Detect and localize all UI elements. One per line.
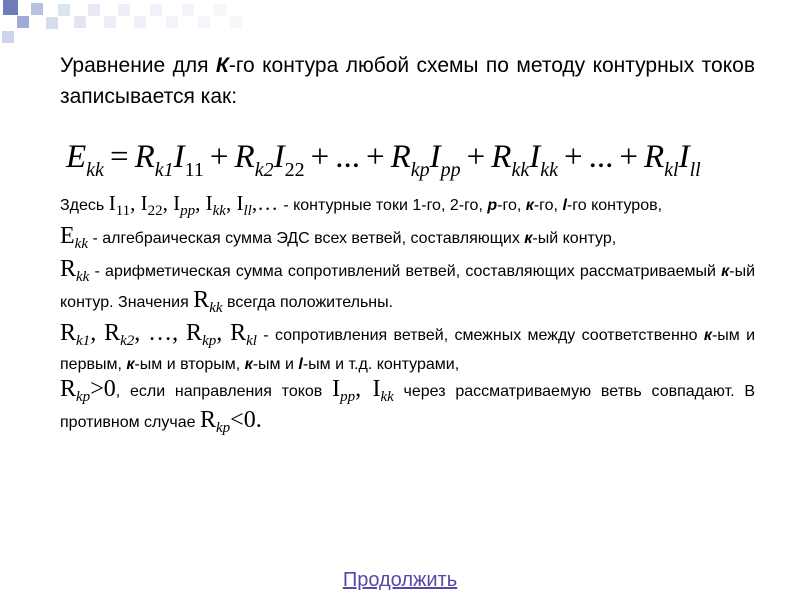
formula-dots: ... bbox=[588, 139, 614, 175]
deco-square bbox=[3, 0, 18, 15]
deco-square bbox=[198, 16, 210, 28]
deco-square bbox=[134, 16, 146, 28]
deco-square bbox=[182, 4, 194, 16]
formula-sub: 11 bbox=[184, 159, 204, 181]
intro-text-2: -го контура любой схемы по методу контурных токов записывается как: bbox=[60, 54, 755, 108]
formula-E: E bbox=[66, 139, 87, 175]
decorative-header-squares bbox=[0, 0, 800, 46]
formula-sub: kl bbox=[664, 159, 679, 181]
formula-I: I bbox=[678, 139, 690, 175]
deco-square bbox=[150, 4, 162, 16]
formula-R: R bbox=[134, 139, 155, 175]
formula-I: I bbox=[429, 139, 441, 175]
paragraph-sign-rule: $R_{kp}>0$, если направления токов $I_{pp}$, $I_{kk}$ через рассматриваемую ветвь совпадают. В противном случае $R_{kp}<0$. bbox=[60, 376, 756, 436]
formula-sub: kk bbox=[86, 159, 104, 181]
formula-plus: + bbox=[466, 139, 486, 175]
deco-square bbox=[88, 4, 100, 16]
formula-R: R bbox=[643, 139, 665, 175]
deco-square bbox=[74, 16, 86, 28]
formula-sub: kk bbox=[540, 159, 558, 181]
intro-k: К bbox=[215, 54, 229, 77]
deco-square bbox=[58, 4, 70, 16]
deco-square bbox=[214, 4, 226, 16]
formula-plus: + bbox=[310, 139, 330, 175]
formula-sub: kp bbox=[410, 159, 430, 181]
formula-plus: + bbox=[365, 139, 385, 175]
paragraph-own-resistance: $R_{kk}$ - арифметическая сумма сопротивлений ветвей, составляющих рассматриваемый к-ый контур. Значения $R_{kk}$ всегда положительны. bbox=[60, 256, 755, 316]
intro-paragraph bbox=[60, 50, 755, 112]
formula-sub: 22 bbox=[284, 159, 305, 181]
formula-R: R bbox=[491, 139, 512, 175]
continue-link[interactable]: Продолжить bbox=[342, 569, 458, 591]
formula-sub: k1 bbox=[154, 159, 174, 181]
formula-R: R bbox=[234, 139, 255, 175]
deco-square bbox=[17, 16, 29, 28]
deco-square bbox=[46, 17, 58, 29]
formula-I: I bbox=[173, 139, 185, 175]
formula-I: I bbox=[529, 139, 541, 175]
deco-square bbox=[2, 31, 14, 43]
formula-plus: + bbox=[563, 139, 583, 175]
formula-I: I bbox=[273, 139, 285, 175]
formula-sub: ll bbox=[689, 159, 701, 181]
deco-square bbox=[104, 16, 116, 28]
formula-sub: kk bbox=[511, 159, 530, 181]
paragraph-emf: $E_{kk}$ - алгебраическая сумма ЭДС всех ветвей, составляющих к-ый контур, bbox=[60, 223, 617, 252]
formula-plus: + bbox=[209, 139, 229, 175]
formula-sub: k2 bbox=[254, 159, 274, 181]
intro-text: Уравнение для bbox=[60, 54, 216, 77]
deco-square bbox=[166, 16, 178, 28]
formula-eq: = bbox=[109, 139, 129, 175]
paragraph-mutual-resistance: $R_{k1}$, $R_{k2}$, …, $R_{kp}$, $R_{kl}$ - сопротивления ветвей, смежных между соответственно к-ым и первым, к-ым и вторым, к-ым и l-ым и т.д. контурами, bbox=[60, 320, 756, 373]
formula-dots: ... bbox=[335, 139, 360, 175]
deco-square bbox=[31, 3, 43, 15]
formula-plus: + bbox=[619, 139, 638, 175]
paragraph-currents: Здесь $I_{11}$, $I_{22}$, $I_{pp}$, $I_{kk}$, $I_{ll},\dots$ - контурные токи 1-го, 2-го, р-го, к-го, l-го контуров, bbox=[60, 191, 663, 219]
deco-square bbox=[230, 16, 242, 28]
explanation-text bbox=[60, 192, 755, 442]
formula-sub: pp bbox=[440, 159, 461, 181]
deco-square bbox=[118, 4, 130, 16]
contour-equation bbox=[66, 132, 756, 195]
formula-R: R bbox=[390, 139, 411, 175]
